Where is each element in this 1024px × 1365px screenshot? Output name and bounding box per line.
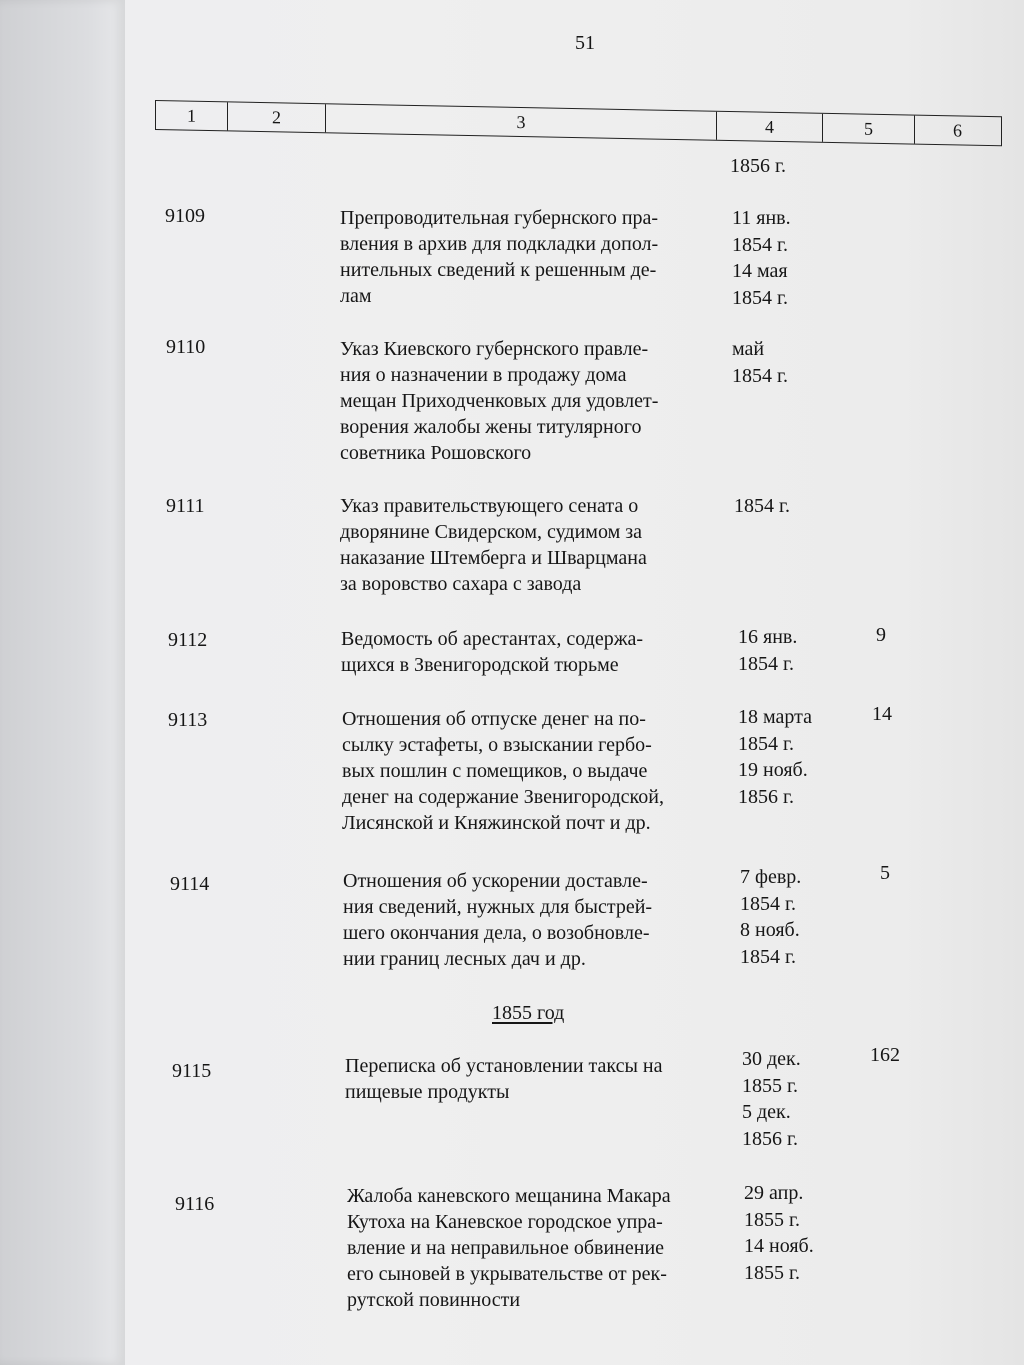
date-line: 1854 г. — [732, 286, 788, 309]
date-line: 14 нояб. — [744, 1235, 814, 1257]
date-line: 18 марта — [738, 706, 812, 728]
description-line: мещан Приходченковых для удовлет- — [340, 390, 659, 412]
description-line: рутской повинности — [347, 1289, 521, 1311]
description-line: нительных сведений к решенным де- — [340, 259, 657, 281]
entry-dates — [734, 493, 790, 520]
description-line: ния сведений, нужных для быстрей- — [343, 896, 653, 918]
entry-number: 9114 — [170, 873, 210, 895]
description-line: Препроводительная губернского пра- — [340, 207, 659, 229]
date-line: 1856 г. — [738, 785, 794, 808]
description-line: Указ правительствующего сената о — [340, 495, 639, 517]
description-line: Отношения об отпуске денег на по- — [342, 708, 646, 730]
date-line: 1854 г. — [738, 652, 794, 675]
description-line: нии границ лесных дач и др. — [343, 948, 586, 970]
entry-sheet-count: 162 — [870, 1044, 900, 1066]
entry-dates — [744, 1180, 814, 1286]
description-line: Указ Киевского губернского правле- — [340, 338, 649, 360]
date-line: 29 апр. — [744, 1182, 804, 1204]
date-line: 1855 г. — [744, 1261, 800, 1284]
date-line: 1854 г. — [738, 732, 794, 755]
column-header-6: 6 — [953, 119, 962, 140]
book-gutter — [0, 0, 125, 1365]
entry-number: 9112 — [168, 629, 208, 651]
column-header-table — [155, 100, 1002, 146]
entry-description — [345, 1053, 663, 1105]
column-header-4: 4 — [717, 112, 823, 142]
description-line: дворянине Свидерском, судимом за — [340, 521, 643, 543]
continuation-dates — [730, 153, 786, 180]
description-line: вых пошлин с помещиков, о выдаче — [342, 760, 648, 782]
date-line: 8 нояб. — [740, 919, 800, 941]
date-line: 7 февр. — [740, 866, 802, 888]
date-line: 14 мая — [732, 260, 788, 282]
date-line: май — [732, 338, 765, 360]
description-line: Отношения об ускорении доставле- — [343, 870, 648, 892]
description-line: лам — [340, 285, 372, 307]
section-heading-year: 1855 год — [492, 1002, 565, 1024]
date-line: 1854 г. — [732, 364, 788, 387]
entry-dates — [732, 336, 788, 389]
entry-dates — [742, 1046, 801, 1152]
description-line: Ведомость об арестантах, содержа- — [341, 628, 644, 650]
description-line: вления в архив для подкладки допол- — [340, 233, 659, 255]
description-line: сылку эстафеты, о взыскании гербо- — [342, 734, 652, 756]
description-line: ния о назначении в продажу дома — [340, 364, 627, 386]
entry-number: 9115 — [172, 1060, 212, 1082]
description-line: вление и на неправильное обвинение — [347, 1237, 665, 1259]
date-line: 1854 г. — [734, 495, 790, 517]
entry-description — [340, 336, 658, 466]
entry-description — [343, 868, 652, 972]
entry-description — [340, 493, 647, 597]
entry-number: 9113 — [168, 709, 208, 731]
entry-dates — [732, 205, 791, 311]
column-header-1: 1 — [156, 101, 228, 130]
description-line: шего окончания дела, о возобновле- — [343, 922, 650, 944]
description-line: его сыновей в укрывательстве от рек- — [347, 1263, 667, 1285]
entry-number: 9110 — [166, 336, 206, 358]
column-header-5: 5 — [823, 114, 915, 144]
entry-number: 9111 — [166, 495, 205, 517]
entry-sheet-count: 5 — [880, 862, 890, 884]
entry-sheet-count: 9 — [876, 624, 886, 646]
description-line: Кутоха на Каневское городское упра- — [347, 1211, 663, 1233]
entry-sheet-count: 14 — [872, 703, 892, 725]
page-number: 51 — [575, 32, 595, 54]
entry-description — [347, 1183, 671, 1313]
date-line: 5 дек. — [742, 1101, 791, 1123]
description-line: ворения жалобы жены титулярного — [340, 416, 642, 438]
column-header-3: 3 — [326, 104, 717, 140]
date-line: 1854 г. — [740, 945, 796, 968]
entry-number: 9109 — [165, 205, 205, 227]
date-line: 1855 г. — [742, 1074, 798, 1097]
description-line: щихся в Звенигородской тюрьме — [341, 654, 619, 676]
date-line: 1855 г. — [744, 1208, 800, 1231]
entry-description — [341, 626, 643, 678]
description-line: за воровство сахара с завода — [340, 573, 582, 595]
date-line: 11 янв. — [732, 207, 791, 229]
entry-dates — [738, 704, 812, 810]
date-line: 19 нояб. — [738, 759, 808, 781]
date-line: 1856 г. — [730, 155, 786, 177]
description-line: Переписка об установлении таксы на — [345, 1055, 663, 1077]
description-line: наказание Штемберга и Шварцмана — [340, 547, 647, 569]
description-line: Лисянской и Княжинской почт и др. — [342, 812, 651, 834]
entry-dates — [738, 624, 797, 677]
entry-number: 9116 — [175, 1193, 215, 1215]
entry-dates — [740, 864, 801, 970]
date-line: 1856 г. — [742, 1127, 798, 1150]
date-line: 1854 г. — [740, 892, 796, 915]
description-line: советника Рошовского — [340, 442, 532, 464]
date-line: 16 янв. — [738, 626, 798, 648]
column-header-2: 2 — [228, 102, 326, 132]
description-line: пищевые продукты — [345, 1081, 510, 1103]
entry-description — [342, 706, 664, 836]
entry-description — [340, 205, 658, 309]
description-line: Жалоба каневского мещанина Макара — [347, 1185, 671, 1207]
date-line: 1854 г. — [732, 233, 788, 256]
date-line: 30 дек. — [742, 1048, 801, 1070]
description-line: денег на содержание Звенигородской, — [342, 786, 664, 808]
